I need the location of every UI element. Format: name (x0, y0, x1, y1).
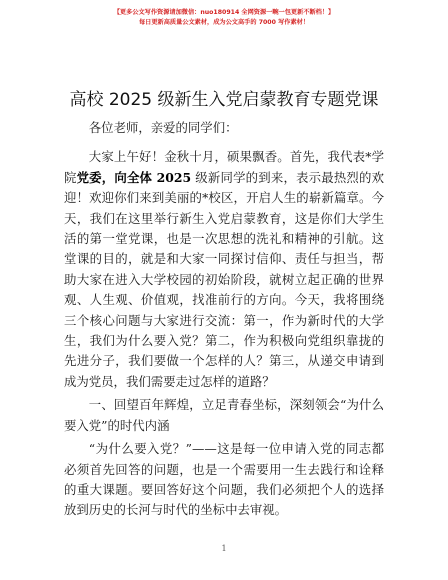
opening-paragraph (64, 147, 384, 392)
promo-banner (0, 8, 448, 28)
document-body (64, 118, 384, 521)
document-title: 高校 2025 级新生入党启蒙教育专题党课 (69, 90, 379, 110)
promo-banner-line-1: 【更多公文写作资源请加微信：nuo180914 全网资源一畹一包更新不断档！】 (113, 9, 335, 16)
opening-paragraph-bold-text: 党委，向全体 2025 (76, 169, 192, 185)
section-1-heading: 一、回望百年辉煌，立足青春坐标，深刻领会“为什么要入党”的时代内涵 (64, 397, 384, 433)
promo-banner-line-2: 每日更新高质量公文素材，成为公文高手的 7000 写作素材！ (138, 19, 310, 26)
page-number: 1 (221, 544, 227, 553)
opening-paragraph-text-2: 级新同学的到来，表示最热烈的欢迎！欢迎你们来到美丽的*校区，开启人生的崭新篇章。今天，我们在这里举行新生入党启蒙教育，这是你们大学生活的第一堂党课，也是一次思想的洗礼和精神的引航。这堂课的目的，就是和大家一同探讨信仰、责任与担当，帮助大家在进入大学校园的初始阶段，就树立起正确的世界观、人生观、价值观，找准前行的方向。今天，我将围绕三个核心问题与大家进行交流：第一，作为新时代的大学生，我们为什么要入党？第二，作为积极向党组织靠拢的先进分子，我们要做一个怎样的人？第三，从递交申请到成为党员，我们需要走过怎样的道路？ (64, 169, 384, 389)
opening-paragraph-text-1: 大家上午好！金秋十月，硕果飘香。首先，我代表*学院 (64, 149, 384, 185)
salutation: 各位老师，亲爱的同学们： (88, 120, 238, 135)
section-1-paragraph: “为什么要入党？”——这是每一位申请入党的同志都必须首先回答的问题，也是一个需要用一生去践行和诠释的重大课题。要回答好这个问题，我们必须把个人的选择放到历史的长河与时代的坐标中去审视。 (64, 441, 384, 518)
